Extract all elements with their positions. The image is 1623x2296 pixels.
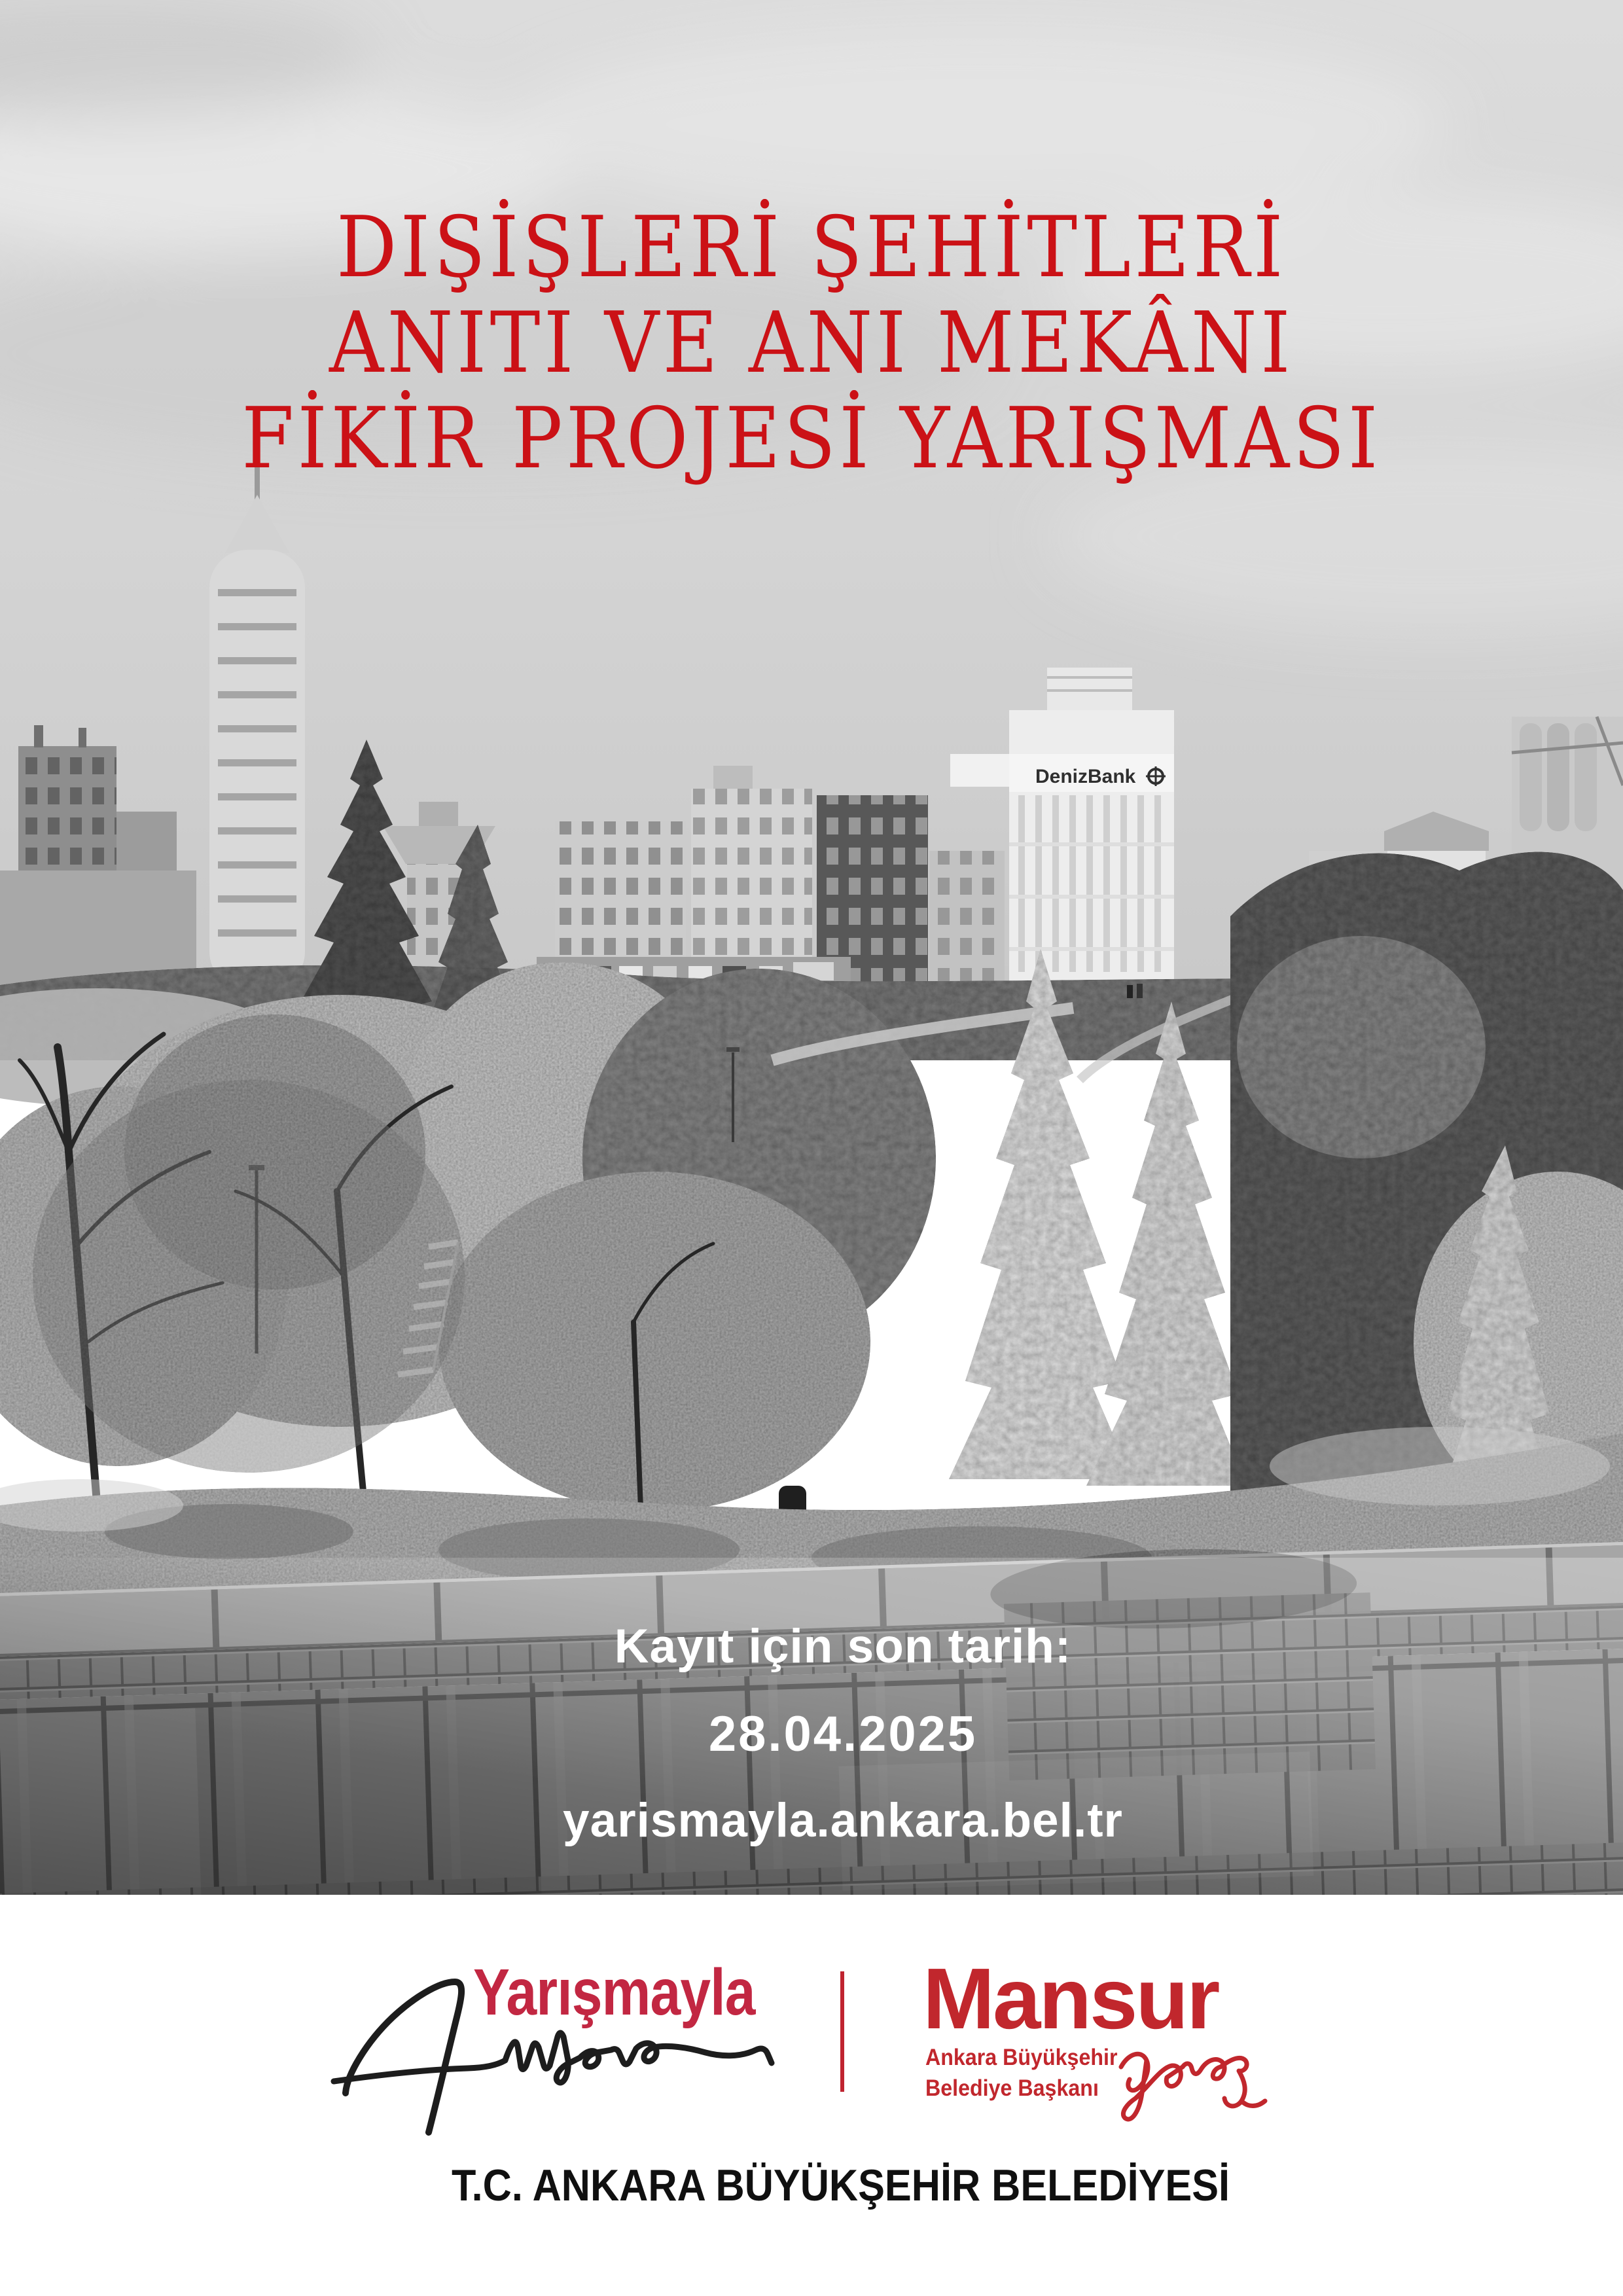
footer-band [0, 1895, 1623, 2296]
campaign-wordmark: Yarışmayla [473, 1956, 755, 2029]
competition-title [0, 200, 1623, 487]
municipality-text: T.C. ANKARA BÜYÜKŞEHİR BELEDİYESİ [452, 2161, 1230, 2210]
municipality-line [0, 2160, 1623, 2211]
registration-url: yarismayla.ankara.bel.tr [563, 1794, 1123, 1847]
deadline-label: Kayıt için son tarih: [614, 1620, 1072, 1673]
mayor-role [925, 2042, 1118, 2104]
yavas-signature [1109, 2028, 1283, 2126]
denizbank-sign: DenizBank [1035, 766, 1136, 787]
mayor-name: Mansur [923, 1950, 1219, 2047]
title-line-2: ANITI VE ANI MEKÂNI [329, 295, 1294, 392]
cedar-frosted-2 [1086, 1001, 1247, 1486]
mayor-role-line-2: Belediye Başkanı [925, 2075, 1099, 2101]
logo-divider [840, 1971, 844, 2092]
mayor-role-line-1: Ankara Büyükşehir [925, 2045, 1118, 2070]
deadline-date: 28.04.2025 [708, 1706, 978, 1762]
forest-right [1230, 852, 1623, 1525]
title-line-1: DIŞİŞLERİ ŞEHİTLERİ [336, 199, 1287, 296]
title-line-3: FİKİR PROJESİ YARIŞMASI [241, 390, 1382, 488]
